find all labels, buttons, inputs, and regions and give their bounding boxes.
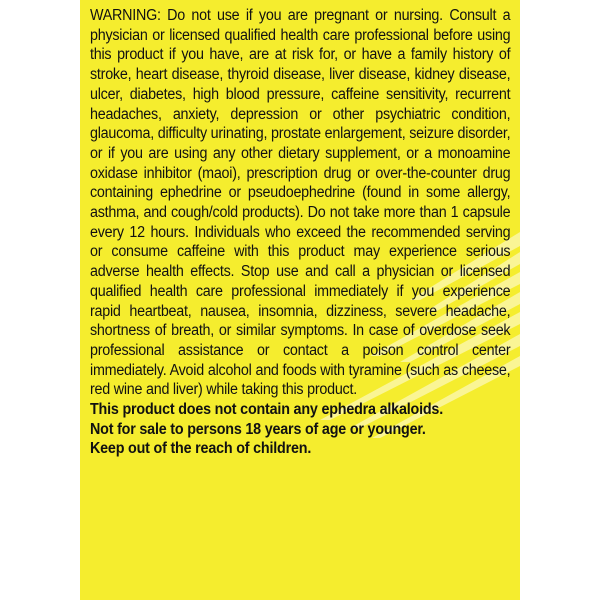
- ephedra-notice: This product does not contain any ephedra alkaloids.: [90, 401, 443, 419]
- supplement-warning-label: [80, 0, 520, 600]
- age-restriction-notice: Not for sale to persons 18 years of age or younger.: [90, 420, 426, 438]
- warning-paragraph: WARNING: Do not use if you are pregnant or nursing. Consult a physician or licensed qualified health care professional before using this product if you have, are at risk for, or have a family history of stroke, heart disease, thyroid disease, liver disease, kidney disease, ulcer, diabetes, high blood pressure, caffeine sensitivity, recurrent headaches, anxiety, depression or other psychiatric condition, glaucoma, difficulty urinating, prostate enlargement, seizure disorder, or if you are using any other dietary supplement, or a monoamine oxidase inhibitor (maoi), prescription drug or over-the-counter drug containing ephedrine or pseudoephedrine (found in some allergy, asthma, and cough/cold products). Do not take more than 1 capsule every 12 hours. Individuals who exceed the recommended serving or consume caffeine with this product may experience serious adverse health effects. Stop use and call a physician or licensed qualified health care professional immediately if you experience rapid heartbeat, nausea, insomnia, dizziness, severe headache, shortness of breath, or similar symptoms. In case of overdose seek professional assistance or contact a poison control center immediately. Avoid alcohol and foods with tyramine (such as cheese, red wine and liver) while taking this product.: [90, 7, 511, 399]
- warning-text-block: [90, 6, 510, 459]
- keep-from-children-notice: Keep out of the reach of children.: [90, 440, 312, 458]
